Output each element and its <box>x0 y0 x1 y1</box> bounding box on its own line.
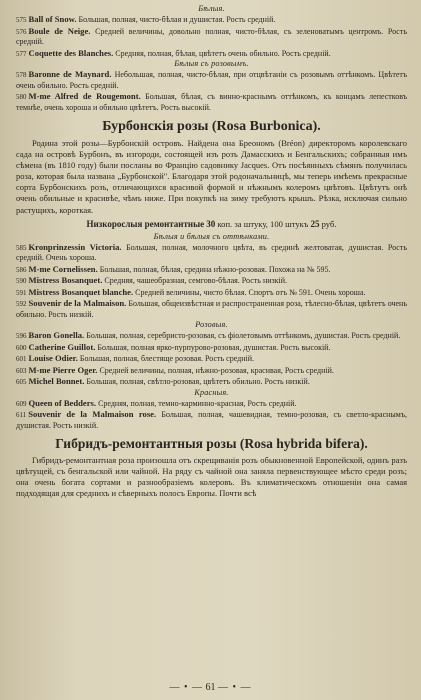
bourbon-intro: Родина этой розы—Бурбонскій островъ. Найдена она Бреономъ (Bréon) директоромъ королевскаго сада на островѣ Бурбонъ, въ изгороди, состоящей изъ розъ Дамасскихъ и Бенгальскихъ; собранныя имъ сѣмена (въ 1810 году) были посланы во Францію садовнику Jacques. Отъ посѣянныхъ сѣмянъ получилась роза, которая была названа „Бурбонской". Благодаря этой родоначальницѣ, мы теперь имѣемъ прекрасные сорта Бурбонскихъ розъ, отличающихся красивой формой и нѣжнымъ колеромъ цвѣтовъ. Цвѣтутъ онѣ очень обильные и красивѣе, чѣмъ ниже. При покупкѣ на зиму требуютъ крышъ. Рѣзка, исключая сильно растущихъ, короткая. <box>16 138 407 215</box>
section-heading-white-shades: Бѣлыя и бѣлыя съ оттѣнками. <box>153 231 270 241</box>
price-label: Низкорослыя ремонтантные <box>86 218 205 229</box>
rose-description: Большая, полная, бѣлая, средина нѣжно-розовая. Похожа на № 595. <box>99 264 331 274</box>
section-heading-pink: Розовыя. <box>195 320 228 330</box>
list-item <box>16 398 407 410</box>
price-line <box>16 218 407 230</box>
item-number: 596 <box>16 332 27 341</box>
rose-name: M-me Alfred de Rougemont. <box>28 91 141 101</box>
item-number: 605 <box>16 378 27 387</box>
rose-name: Boule de Neige. <box>28 25 91 36</box>
rose-description: Большая, полная ярко-пурпурово-розовая, душистая. Рость высокій. <box>97 342 331 352</box>
item-number: 575 <box>16 16 27 24</box>
rose-name: Michel Bonnet. <box>28 376 85 387</box>
rose-description: Средняя, полная, темно-карминно-красная, Рость средній. <box>98 398 297 408</box>
list-item <box>16 330 407 342</box>
list-item <box>16 275 407 287</box>
footer-ornament: — • — <box>218 682 252 693</box>
section-heading-white-pink: Бѣлыя съ розовымъ. <box>174 59 249 68</box>
rose-description: Средней величины, чисто бѣлая. Спортъ отъ № 591. Очень хороша. <box>135 287 366 297</box>
price-text: коп. за штуку, 100 штукъ <box>217 218 309 229</box>
item-number: 611 <box>16 411 27 420</box>
rose-name: Ball of Snow. <box>28 14 77 24</box>
rose-name: Baronne de Maynard. <box>28 69 112 79</box>
item-number: 609 <box>16 399 27 408</box>
rose-name: Mistress Bosanquet blanche. <box>28 286 134 297</box>
rose-name: Souvenir de la Malmaison. <box>28 298 127 309</box>
list-item <box>16 287 407 299</box>
rose-name: Mistress Bosanquet. <box>28 275 103 286</box>
page-number: 61 <box>205 682 216 693</box>
rose-description: Небольшая, полная, чисто-бѣлая, при отцвѣтаніи съ розовымъ оттѣнкомъ. Цвѣтетъ очень обильно. Рость средній. <box>16 70 408 90</box>
list-item <box>16 264 407 276</box>
list-item <box>16 48 407 60</box>
item-number: 586 <box>16 265 27 274</box>
list-item <box>16 342 407 354</box>
footer-ornament: — • — <box>169 682 203 693</box>
rose-name: Souvenir de la Malmaison rose. <box>28 409 157 420</box>
rose-description: Средняя, полная, бѣлая, цвѣтетъ очень обильно. Рость средній. <box>115 48 331 58</box>
item-number: 590 <box>16 277 27 286</box>
item-number: 578 <box>16 71 27 79</box>
rose-description: Большая, полная, серебристо-розовая, съ фіолетовымъ оттѣнкомъ, душистая. Рость средній. <box>86 331 401 341</box>
rose-name: Queen of Bedders. <box>28 397 97 408</box>
list-item <box>16 14 407 26</box>
section-heading-red: Красныя. <box>194 387 229 397</box>
page-footer <box>0 682 421 694</box>
item-number: 603 <box>16 366 27 375</box>
rose-description: Большая, полная, чисто-бѣлая и душистая. Рость средній. <box>78 15 276 24</box>
rose-name: Louise Odier. <box>28 353 78 364</box>
list-item <box>16 298 407 320</box>
hybrid-intro: Гибридъ-ремонтантная роза произошла отъ скрещиванія розъ обыкновенной Европейской, одинъ разъ цвѣтущей, съ бенгальской или чайной. На ряду съ чайной она заняла первенствующее мѣсто среди розъ; она очень богата сортами и разнообразіемъ колеровъ. Въ климатическомъ отношеніи она самая подходящая для среднихъ и сѣверныхъ полосъ Европы. Почти всѣ <box>16 455 407 499</box>
price-value-bulk: 25 <box>310 218 320 229</box>
list-item <box>16 26 407 48</box>
list-item <box>16 365 407 377</box>
section-title-bourbon: Бурбонскія розы (Rosa Burbonica). <box>102 119 321 134</box>
rose-description: Большая, бѣлая, съ винно-краснымъ оттѣнкомъ, къ концамъ лепестковъ темнѣе, очень хороша и обильно цвѣтетъ. Рость высокій. <box>16 92 407 112</box>
rose-name: Coquette des Blanches. <box>28 47 114 58</box>
section-heading-white: Бѣлыя. <box>198 4 225 13</box>
rose-name: Baron Gonella. <box>28 330 85 341</box>
rose-description: Большая, полная, молочного цвѣта, въ срединѣ желтоватая, душистая. Рость средній. Очень хороша. <box>16 242 407 263</box>
list-item <box>16 242 407 264</box>
item-number: 592 <box>16 300 27 309</box>
rose-description: Большая, полная, блестяще розовая. Рость средній. <box>79 354 254 364</box>
list-item <box>16 353 407 365</box>
rose-name: Kronprinzessin Victoria. <box>28 241 122 252</box>
price-unit: руб. <box>321 218 337 229</box>
rose-description: Средняя, чашеобразная, семгово-бѣлая. Рость низкій. <box>104 276 288 286</box>
list-item <box>16 376 407 388</box>
list-item <box>16 69 407 91</box>
rose-description: Средней величины, полная, нѣжно-розовая, красивая, Рость средній. <box>99 365 334 375</box>
rose-description: Большая, полная, свѣтло-розовая, цвѣтетъ обильно. Рость низкій. <box>86 377 310 387</box>
item-number: 591 <box>16 288 27 297</box>
price-value: 30 <box>206 218 216 229</box>
rose-name: M-me Cornelissen. <box>28 263 98 274</box>
item-number: 600 <box>16 343 27 352</box>
section-title-hybrid: Гибридъ-ремонтантныя розы (Rosa hybrida bifera). <box>55 436 368 452</box>
item-number: 585 <box>16 243 27 252</box>
item-number: 580 <box>16 93 27 101</box>
rose-name: M-me Pierre Oger. <box>28 364 98 375</box>
list-item <box>16 409 407 431</box>
rose-name: Catherine Guillot. <box>28 341 96 352</box>
item-number: 601 <box>16 355 27 364</box>
rose-description: Большая, полная, чашевидная, темно-розовая, съ светло-краснымъ, душистая. Рость низкій. <box>16 410 408 430</box>
list-item <box>16 91 407 113</box>
item-number: 576 <box>16 27 27 36</box>
item-number: 577 <box>16 49 27 58</box>
rose-description: Средней величины, довольно полная, чисто-бѣлая, съ зеленоватымъ центромъ. Рость средній. <box>16 26 407 46</box>
rose-description: Большая, общеизвѣстная и распространенная роза, тѣлесно-бѣлая, цвѣтетъ очень обильно. Рость низкій. <box>16 299 407 319</box>
